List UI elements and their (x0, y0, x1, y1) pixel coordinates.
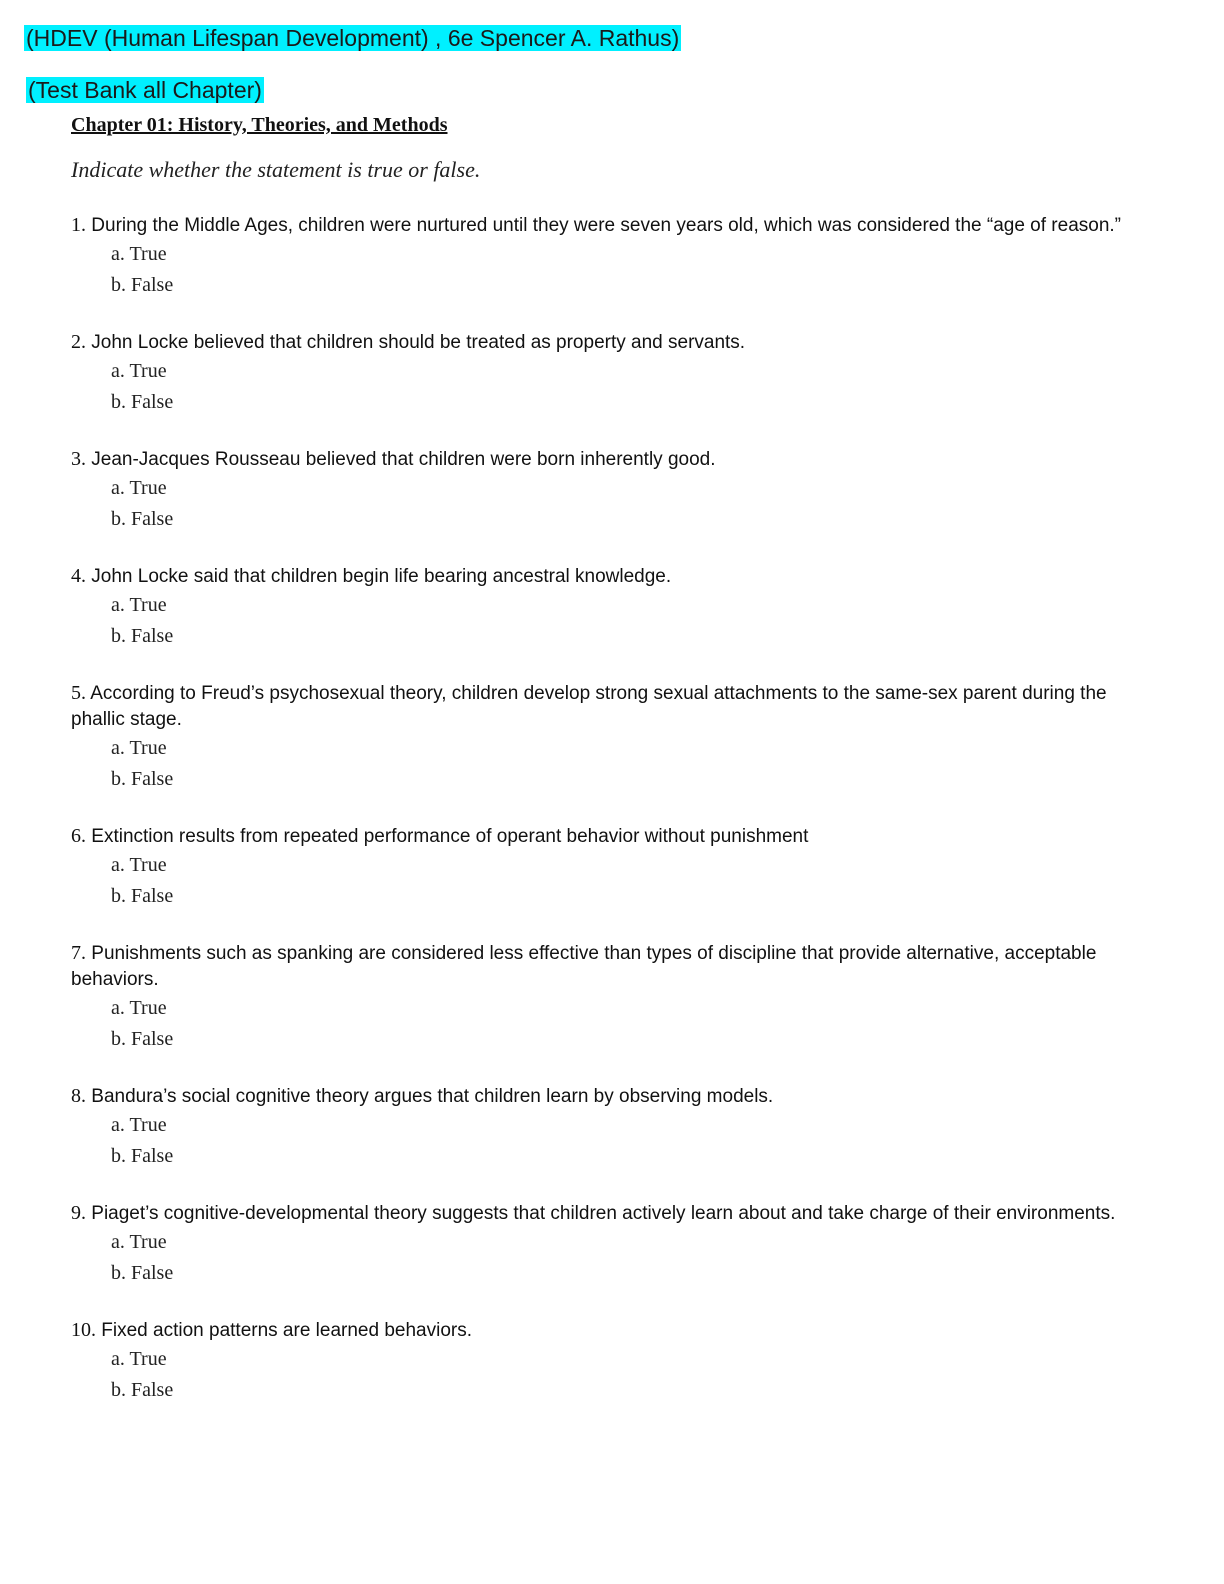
option-true: a. True (111, 360, 167, 382)
question-item (71, 680, 1151, 795)
question-number: 2. (71, 331, 86, 353)
question-number: 7. (71, 942, 86, 964)
option-false: b. False (111, 1028, 174, 1050)
question-text: Extinction results from repeated performance of operant behavior without punishment (91, 826, 809, 847)
option-false: b. False (111, 391, 174, 413)
chapter-title: Chapter 01: History, Theories, and Methods (71, 114, 448, 136)
option-false: b. False (111, 625, 174, 647)
option-true: a. True (111, 477, 167, 499)
question-number: 5. (71, 682, 86, 704)
option-true: a. True (111, 243, 167, 265)
question-item (71, 329, 1151, 418)
question-stem (71, 1200, 1151, 1227)
option-true: a. True (111, 997, 167, 1019)
document-title (24, 24, 681, 52)
question-item (71, 1083, 1151, 1172)
question-stem (71, 823, 1151, 850)
question-number: 10. (71, 1319, 96, 1341)
option-false: b. False (111, 768, 174, 790)
question-text: John Locke believed that children should be treated as property and servants. (91, 332, 746, 353)
question-number: 4. (71, 565, 86, 587)
question-text: Fixed action patterns are learned behaviors. (101, 1320, 472, 1341)
question-stem (71, 212, 1151, 239)
question-list (71, 212, 1151, 1434)
question-stem (71, 446, 1151, 473)
question-stem (71, 329, 1151, 356)
question-text: During the Middle Ages, children were nurtured until they were seven years old, which was considered the “age of reason.” (91, 215, 1122, 236)
question-number: 9. (71, 1202, 86, 1224)
question-number: 1. (71, 214, 86, 236)
document-subtitle (26, 76, 264, 104)
option-false: b. False (111, 1145, 174, 1167)
question-number: 6. (71, 825, 86, 847)
question-item (71, 823, 1151, 912)
question-item (71, 446, 1151, 535)
question-text: According to Freud’s psychosexual theory, children develop strong sexual attachments to the same-sex parent during the phallic stage. (71, 683, 1107, 730)
option-true: a. True (111, 594, 167, 616)
option-true: a. True (111, 1231, 167, 1253)
question-item (71, 940, 1151, 1055)
question-text: Jean-Jacques Rousseau believed that children were born inherently good. (91, 449, 716, 470)
question-stem (71, 1083, 1151, 1110)
option-false: b. False (111, 508, 174, 530)
question-text: Piaget’s cognitive-developmental theory suggests that children actively learn about and take charge of their environments. (91, 1203, 1116, 1224)
option-true: a. True (111, 737, 167, 759)
question-text: John Locke said that children begin life bearing ancestral knowledge. (91, 566, 672, 587)
option-true: a. True (111, 1348, 167, 1370)
option-true: a. True (111, 854, 167, 876)
question-text: Bandura’s social cognitive theory argues that children learn by observing models. (91, 1086, 774, 1107)
question-item (71, 212, 1151, 301)
question-number: 8. (71, 1085, 86, 1107)
question-item (71, 563, 1151, 652)
question-number: 3. (71, 448, 86, 470)
instruction-text: Indicate whether the statement is true or false. (71, 157, 481, 182)
option-false: b. False (111, 1262, 174, 1284)
question-stem (71, 563, 1151, 590)
question-stem (71, 680, 1151, 733)
question-item (71, 1317, 1151, 1406)
option-true: a. True (111, 1114, 167, 1136)
option-false: b. False (111, 885, 174, 907)
document-subtitle-text: (Test Bank all Chapter) (28, 77, 262, 103)
document-title-text: (HDEV (Human Lifespan Development) , 6e Spencer A. Rathus) (26, 25, 680, 51)
option-false: b. False (111, 1379, 174, 1401)
question-stem (71, 940, 1151, 993)
question-item (71, 1200, 1151, 1289)
question-text: Punishments such as spanking are considered less effective than types of discipline that provide alternative, acceptable behaviors. (71, 943, 1097, 990)
option-false: b. False (111, 274, 174, 296)
question-stem (71, 1317, 1151, 1344)
